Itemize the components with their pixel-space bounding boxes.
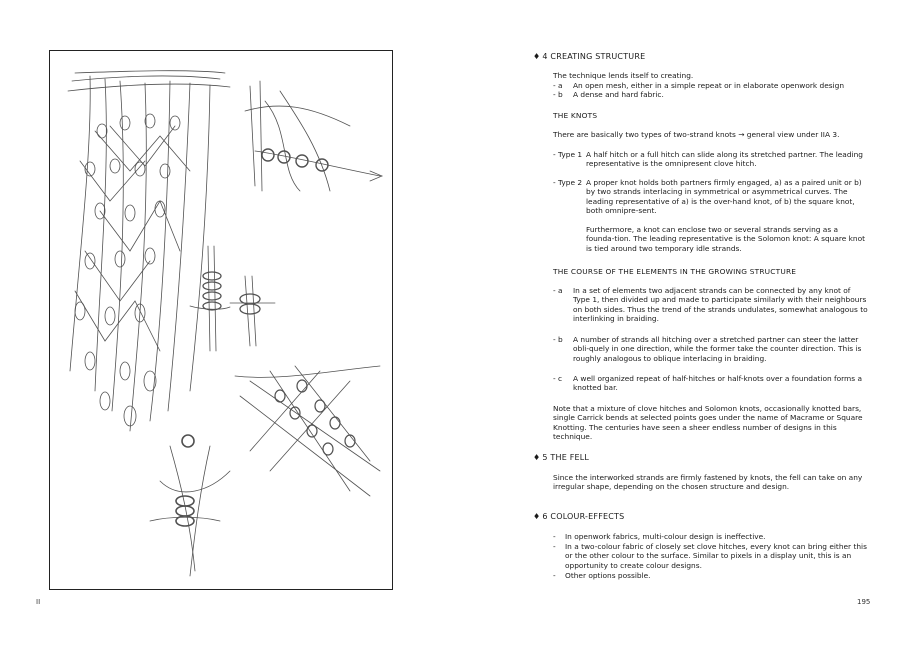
course-heading: THE COURSE OF THE ELEMENTS IN THE GROWING STRUCTURE [553,267,797,276]
clove-hitch-sketch [245,81,382,191]
knot-sketches-illustration [49,50,393,590]
mesh-sketch [68,71,230,431]
section-heading-fell: ♦ 5 THE FELL [533,453,590,462]
diagonal-mesh-sketch [235,366,380,496]
left-page [0,0,461,648]
macrame-note: Note that a mixture of clove hitches and Solomon knots, occasionally knotted bars, single Carrick bends at selected points goes under the name of Macrame or Square Knotting. The centuries have seen a sheer endless number of designs in this technique. [553,404,863,442]
page-number-left: II [36,598,41,606]
list-item: - b A dense and hard fabric. [553,90,664,99]
list-item: - c A well organized repeat of half-hitches or half-knots over a foundation forms a knotted bar. [553,374,862,393]
page-number-right: 195 [857,598,871,606]
list-item: - Type 2 A proper knot holds both partners firmly engaged, a) as a paired unit or b) by two strands interlacing in symmetrical or asymmetrical curves. The leading representative of a) is the over-hand knot, of b) the square knot, both omnipre-sent. [553,178,862,216]
section-heading-colour-effects: ♦ 6 COLOUR-EFFECTS [533,512,625,521]
list-item: - a In a set of elements two adjacent strands can be connected by any knot of Type 1, then divided up and made to participate similarly with their neighbours on both sides. Thus the trend of the strands undulates, somewhat analogous to interlinking in braiding. [553,286,868,324]
list-item: - a An open mesh, either in a simple repeat or in elaborate openwork design [553,81,845,90]
knotted-bar-sketch [190,246,275,351]
list-item: - Other options possible. [553,571,651,580]
type2-extra: Furthermore, a knot can enclose two or several strands serving as a founda-tion. The leading representative is the Solomon knot: A square knot is tied around two temporary idle strands. [586,225,866,253]
diamond-bullet-icon: ♦ [533,52,541,61]
right-page [462,0,923,648]
knots-intro: There are basically two types of two-strand knots → general view under IIA 3. [553,130,840,139]
solomon-knot-sketch [150,435,230,576]
list-item: - Type 1 A half hitch or a full hitch can slide along its stretched partner. The leading representative is the omnipresent clove hitch. [553,150,863,169]
list-item: - b A number of strands all hitching over a stretched partner can steer the latter obli-quely in one direction, while the former take the counter direction. This is roughly analogous to oblique interlacing in braiding. [553,335,862,363]
diamond-bullet-icon: ♦ [533,453,541,462]
list-item: - In openwork fabrics, multi-colour design is ineffective. [553,532,766,541]
list-item: - In a two-colour fabric of closely set clove hitches, every knot can bring either this or the other colour to the surface. Similar to pixels in a display unit, this is an opportunity to create colour designs. [553,542,867,570]
fell-text: Since the interworked strands are firmly fastened by knots, the fell can take on any irregular shape, depending on the chosen structure and design. [553,473,863,492]
knots-heading: THE KNOTS [553,111,598,120]
section4-intro: The technique lends itself to creating. [553,71,694,80]
pencil-sketches [50,51,392,589]
diamond-bullet-icon: ♦ [533,512,541,521]
section-heading-creating-structure: ♦ 4 CREATING STRUCTURE [533,52,646,61]
